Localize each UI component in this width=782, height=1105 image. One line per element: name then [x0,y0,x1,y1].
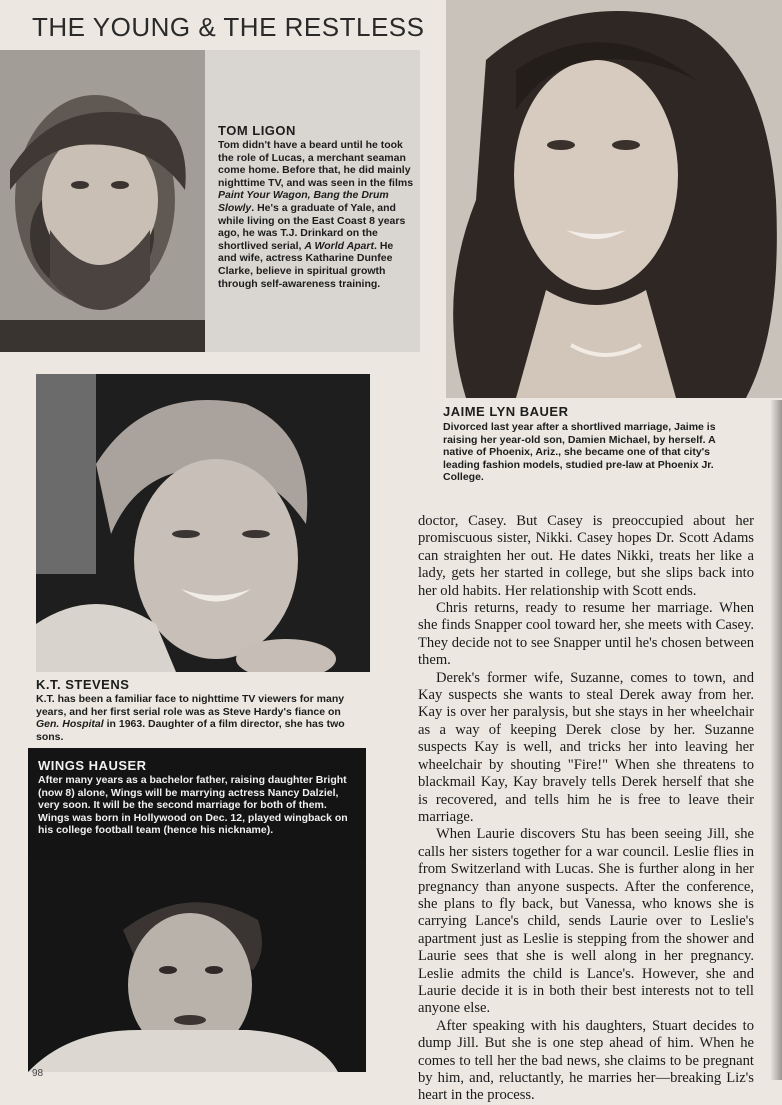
article-paragraph: Chris returns, ready to resume her marriage. When she finds Snapper cool toward her, she meets with Casey. They decide not to see Snapper until he's chosen between them. [418,600,754,669]
tom-ligon-name: TOM LIGON [218,123,296,138]
article-body [418,513,754,1105]
wings-hauser-name: WINGS HAUSER [38,758,147,773]
wings-hauser-section [28,748,366,1072]
jaime-lyn-bauer-name: JAIME LYN BAUER [443,404,569,419]
kt-stevens-name: K.T. STEVENS [36,677,130,692]
wings-hauser-photo [28,860,366,1072]
article-paragraph: After speaking with his daughters, Stuart decides to dump Jill. But she is one step ahead of him. When he comes to tell her the bad news, she claims to be pregnant by him, and, reluctantly, he marries her—breaking Liz's heart in the process. [418,1017,754,1104]
tom-ligon-section [0,50,420,352]
article-paragraph: When Laurie discovers Stu has been seeing Jill, she calls her sisters together for a war council. Leslie flies in from Switzerland with Lucas. She is further along in her pregnancy than anyone suspects. After the conference, she plans to fly back, but Vanessa, who knows she is carrying Lance's child, sends Laurie over to Leslie's apartment just as Leslie is stepping from the shower and Laurie sees that she is well along in her pregnancy. Leslie admits the child is Lance's. However, she and Laurie decide it is in both their best interests not to tell anyone else. [418,826,754,1017]
article-paragraph: Derek's former wife, Suzanne, comes to town, and Kay suspects she wants to steal Derek away from her. Kay is over her paralysis, but she stays in her wheelchair as a way of keeping Derek close by her. Suzanne suspects Kay is well, and tricks her into leaving her wheelchair by shouting "Fire!" When she threatens to blackmail Kay, Kay bravely tells Derek herself that she is recovered, and tells him he is free to leave their marriage. [418,669,754,825]
jaime-lyn-bauer-caption: Divorced last year after a shortlived marriage, Jaime is raising her year-old son, Damien Michael, by herself. A native of Phoenix, Ariz., she became one of that city's leading fashion models, studied pre-law at Phoenix Jr. College. [443,421,716,484]
kt-stevens-caption: K.T. has been a familiar face to nighttime TV viewers for many years, and her first serial role was as Steve Hardy's fiance on Gen. Hospital in 1963. Daughter of a film director, she has two sons. [36,693,345,743]
page-title: THE YOUNG & THE RESTLESS [32,12,425,42]
page-edge-shadow [770,400,782,1080]
wings-hauser-caption: After many years as a bachelor father, raising daughter Bright (now 8) alone, Wings will be marrying actress Nancy Dalziel, very soon. It will be the second marriage for both of them. Wings was born in Hollywood on Dec. 12, played wingback on his college football team (hence his nickname). [38,774,348,837]
tom-ligon-caption: Tom didn't have a beard until he took the role of Lucas, a merchant seaman come home. Before that, he did mainly nighttime TV, and was seen in the films Paint Your Wagon, Bang the Drum Slowly. He's a graduate of Yale, and while living on the East Coast 8 years ago, he was T.J. Drinkard on the shortlived serial, A World Apart. He and wife, actress Katharine Dunfee Clarke, believe in spiritual growth through self-awareness training. [218,139,414,290]
kt-stevens-photo [36,374,370,672]
jaime-lyn-bauer-photo [446,0,782,398]
tom-ligon-photo [0,50,205,352]
page-number: 98 [32,1068,44,1079]
article-paragraph: doctor, Casey. But Casey is preoccupied about her promiscuous sister, Nikki. Casey hopes Dr. Scott Adams can straighten her out. He dates Nikki, treats her like a lady, gets her started in college, but she slips back into her old habits. Her relationship with Scott ends. [418,513,754,599]
